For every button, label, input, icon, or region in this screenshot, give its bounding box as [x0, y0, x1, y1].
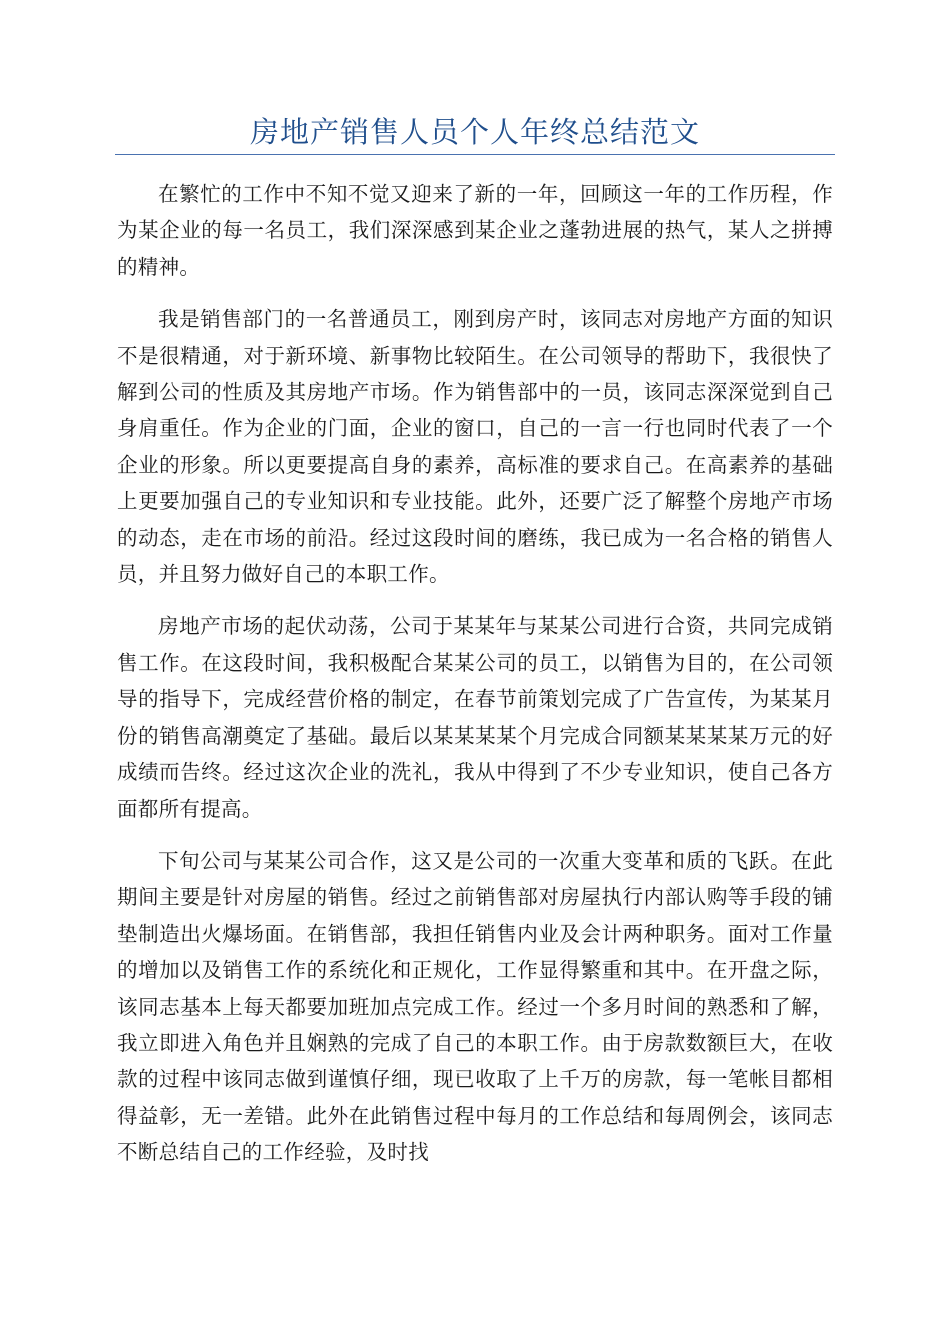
- paragraph-1: 在繁忙的工作中不知不觉又迎来了新的一年，回顾这一年的工作历程，作为某企业的每一名员工，我们深深感到某企业之蓬勃进展的热气，某人之拼搏的精神。: [117, 182, 833, 279]
- document-body: [117, 176, 833, 1187]
- page-title: 房地产销售人员个人年终总结范文: [249, 115, 700, 149]
- paragraph-4: 下旬公司与某某公司合作，这又是公司的一次重大变革和质的飞跃。在此期间主要是针对房屋的销售。经过之前销售部对房屋执行内部认购等手段的铺垫制造出火爆场面。在销售部，我担任销售内业及会计两种职务。面对工作量的增加以及销售工作的系统化和正规化，工作显得繁重和其中。在开盘之际，该同志基本上每天都要加班加点完成工作。经过一个多月时间的熟悉和了解，我立即进入角色并且娴熟的完成了自己的本职工作。由于房款数额巨大，在收款的过程中该同志做到谨慎仔细，现已收取了上千万的房款，每一笔帐目都相得益彰，无一差错。此外在此销售过程中每月的工作总结和每周例会，该同志不断总结自己的工作经验，及时找: [117, 848, 833, 1165]
- title-block: [115, 112, 835, 152]
- paragraph-2: 我是销售部门的一名普通员工，刚到房产时，该同志对房地产方面的知识不是很精通，对于新环境、新事物比较陌生。在公司领导的帮助下，我很快了解到公司的性质及其房地产市场。作为销售部中的一员，该同志深深觉到自己身肩重任。作为企业的门面，企业的窗口，自己的一言一行也同时代表了一个企业的形象。所以更要提高自身的素养，高标准的要求自己。在高素养的基础上更要加强自己的专业知识和专业技能。此外，还要广泛了解整个房地产市场的动态，走在市场的前沿。经过这段时间的磨练，我已成为一名合格的销售人员，并且努力做好自己的本职工作。: [117, 307, 833, 587]
- paragraph-3: 房地产市场的起伏动荡，公司于某某年与某某公司进行合资，共同完成销售工作。在这段时间，我积极配合某某公司的员工，以销售为目的，在公司领导的指导下，完成经营价格的制定，在春节前策划完成了广告宣传，为某某月份的销售高潮奠定了基础。最后以某某某某个月完成合同额某某某某万元的好成绩而告终。经过这次企业的洗礼，我从中得到了不少专业知识，使自己各方面都所有提高。: [117, 614, 833, 821]
- title-underline: [115, 154, 835, 155]
